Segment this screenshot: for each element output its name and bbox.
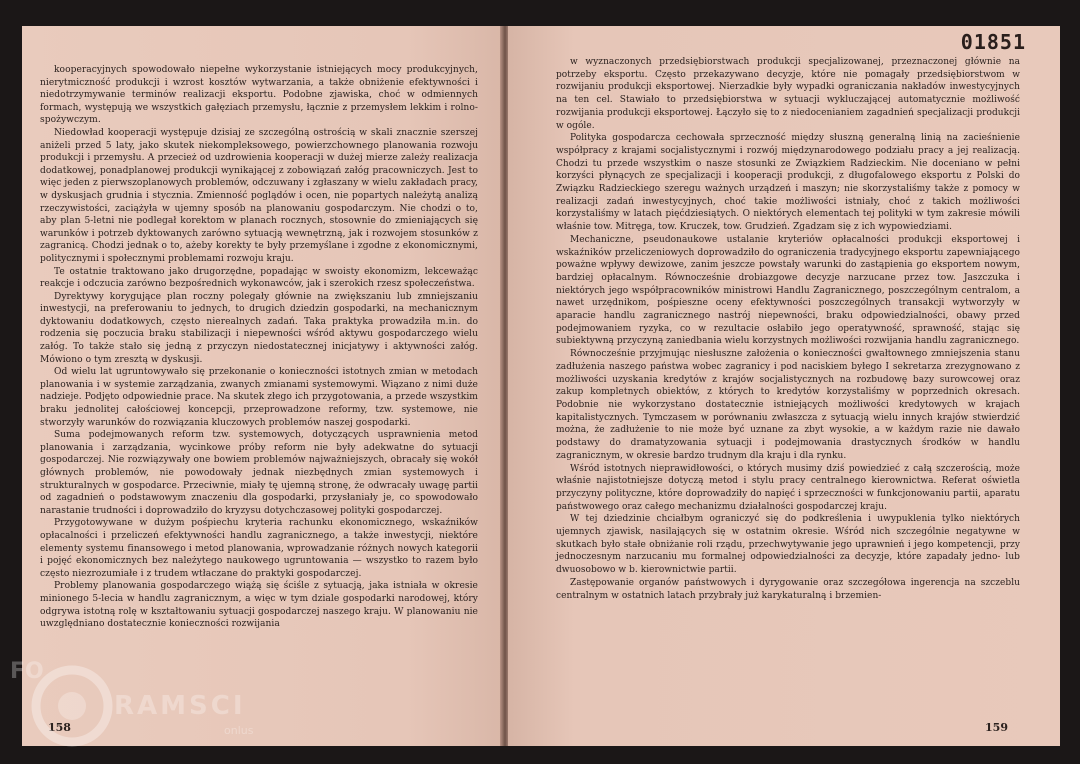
paragraph: Zastępowanie organów państwowych i dyrygowanie oraz szczegółowa ingerencja na szczeblu centralnym w ostatnich latach przybrały już karykaturalną i brzemien- (556, 577, 1020, 601)
paragraph: Mechaniczne, pseudonaukowe ustalanie kryteriów opłacalności produkcji eksportowej i wskaźników przeliczeniowych doprowadziło do ograniczenia tradycyjnego eksportu zapewniającego poważne wpływy dewizowe, zanim jeszcze powstały warunki do zastąpienia go eksportem nowym, bardziej opłacalnym. Równocześnie drobiazgowe decyzje narzucane przez tow. Jaszczuka i niektórych jego współpracowników ministrowi Handlu Zagranicznego, poszczególnym centralom, a nawet urzędnikom, pośpieszne oceny efektywności poszczególnych transakcji wytworzyły w aparacie handlu zagranicznego nastrój niepewności, braku odpowiedzialności, obawy przed podejmowaniem ryzyka, co w rezultacie osłabiło jego operatywność, sprawność, stając się subiektywną przyczyną zaniedbania wielu korzystnych możliwości rozwijania handlu zagranicznego. (556, 234, 1020, 347)
paragraph: Suma podejmowanych reform tzw. systemowych, dotyczących usprawnienia metod planowania i zarządzania, wycinkowe próby reform nie były adekwatne do sytuacji gospodarczej. Nie rozwiązywały one bowiem problemów najważniejszych, obracały się wokół głównych problemów, nie powodowały jednak niezbędnych zmian systemowych i strukturalnych w gospodarce. Przeciwnie, miały tę ujemną stronę, że odwracały uwagę partii od zagadnień o podstawowym znaczeniu dla gospodarki, przysłaniały je, co spowodowało narastanie trudności i doprowadziło do kryzysu dotychczasowej polityki gospodarczej. (40, 430, 478, 516)
paragraph: Polityka gospodarcza cechowała sprzeczność między słuszną generalną linią na zacieśnienie współpracy z krajami socjalistycznymi i rozwój międzynarodowego podziału pracy a jej realizacją. Chodzi tu przede wszystkim o nasze stosunki ze Związkiem Radzieckim. Nie doceniano w pełni korzyści płynących ze specjalizacji i kooperacji produkcji, z długofalowego eksportu z Polski do Związku Radzieckiego szeregu ważnych urządzeń i maszyn; nie skorzystaliśmy także z pomocy w realizacji zadań inwestycyjnych, choć takie możliwości istniały, choć z takich możliwości korzystaliśmy w latach pięćdziesiątych. O niektórych elementach tej polityki w tym zakresie mówili właśnie tow. Mitręga, tow. Kruczek, tow. Grudzień. Zgadzam się z ich wypowiedziami. (556, 133, 1020, 233)
paragraph: w wyznaczonych przedsiębiorstwach produkcji specjalizowanej, przeznaczonej głównie na potrzeby eksportu. Często przekazywano decyzje, które nie pomagały przedsiębiorstwom w rozwijaniu produkcji eksportowej. Nierzadkie były wypadki ograniczania nakładów inwestycyjnych na ten cel. Stawiało to przedsiębiorstwa w sytuacji wykluczającej automatycznie możliwość rozwijania produkcji eksportowej. Łączyło się to z niedocenianiem zagadnień specjalizacji produkcji w ogóle. (556, 57, 1020, 131)
paragraph: W tej dziedzinie chciałbym ograniczyć się do podkreślenia i uwypuklenia tylko niektórych ujemnych zjawisk, nasilających się w ostatnim okresie. Wśród nich szczególnie negatywne w skutkach było stałe obniżanie roli rządu, przechwytywanie jego uprawnień i jego kompetencji, przy jednoczesnym narzucaniu mu formalnej odpowiedzialności za decyzje, które zapadały jedno- lub dwuosobowo w b. kierownictwie partii. (556, 514, 1020, 576)
paragraph: Wśród istotnych nieprawidłowości, o których musimy dziś powiedzieć z całą szczerością, może właśnie najistotniejsze dotyczą metod i stylu pracy centralnego kierownictwa. Referat oświetla przyczyny polityczne, które doprowadziły do napięć i sprzeczności w funkcjonowaniu partii, aparatu państwowego oraz całego mechanizmu działalności gospodarczej kraju. (556, 463, 1020, 512)
svg-text:RAMSCI: RAMSCI (114, 691, 246, 721)
book-spread (22, 26, 1060, 746)
paragraph: Dyrektywy korygujące plan roczny polegały głównie na zwiększaniu lub zmniejszaniu inwestycji, na preferowaniu to jednych, to drugich dziedzin gospodarki, na mechanicznym dyktowaniu dodatkowych, często nierealnych zadań. Taka praktyka prowadziła m.in. do rodzenia się poczucia braku stabilizacji i niepewności wśród aktywu gospodarczego wielu załóg. To także stało się jedną z przyczyn niedostatecznej inicjatywy i aktywności załóg. Mówiono o tym zresztą w dyskusji. (40, 291, 478, 365)
right-page (508, 26, 1060, 746)
paragraph: Te ostatnie traktowano jako drugorzędne, popadając w swoisty ekonomizm, lekceważąc reakcje i odczucia zarówno bezpośrednich wykonawców, jak i szerokich rzesz społeczeństwa. (40, 266, 478, 290)
paragraph: Problemy planowania gospodarczego wiążą się ściśle z sytuacją, jaka istniała w okresie minionego 5-lecia w handlu zagranicznym, a więc w tym dziale gospodarki narodowej, który odgrywa istotną rolę w kształtowaniu sytuacji gospodarczej naszego kraju. W planowaniu nie uwzględniano dostatecznie konieczności rozwijania (40, 581, 478, 630)
page-number-right: 159 (985, 721, 1008, 734)
paragraph: kooperacyjnych spowodowało niepełne wykorzystanie istniejących mocy produkcyjnych, nierytmiczność produkcji i wzrost kosztów wytwarzania, a także obniżenie efektywności i niedotrzymywanie terminów realizacji eksportu. Podobne zjawiska, choć w odmiennych formach, występują we wszystkich gałęziach przemysłu, łącznie z przemysłem lekkim i rolno-spożywczym. (40, 65, 478, 126)
left-page-text (40, 64, 478, 631)
svg-text:FO: FO (10, 659, 44, 684)
svg-text:onlus: onlus (224, 724, 254, 737)
page-number-left: 158 (48, 721, 71, 734)
right-page-text (556, 56, 1020, 602)
left-page (22, 26, 502, 746)
paragraph: Przygotowywane w dużym pośpiechu kryteria rachunku ekonomicznego, wskaźników opłacalności i przeliczeń efektywności handlu zagranicznego, a także inwestycji, niektóre elementy systemu finansowego i metod planowania, wprowadzanie różnych nowych kategorii i pojęć ekonomicznych bez należytego naukowego ugruntowania — wszystko to razem było często niezrozumiałe i z trudem wtłaczane do praktyki gospodarczej. (40, 518, 478, 579)
archive-stamp: 01851 (960, 30, 1026, 54)
paragraph: Niedowład kooperacji występuje dzisiaj ze szczególną ostrością w skali znacznie szerszej aniżeli przed 5 laty, jako skutek niekompleksowego, powierzchownego planowania rozwoju produkcji i przemysłu. A przecież od uzdrowienia kooperacji w dużej mierze zależy realizacja dodatkowej, ponadplanowej produkcji wynikającej z zobowiązań załóg pracowniczych. Jest to więc jeden z pierwszoplanowych problemów, odczuwany i zgłaszany w wielu zakładach pracy, w dyskusjach grudnia i stycznia. Zmienność poglądów i ocen, nie popartych należytą analizą rzeczywistości, zaciążyła w ujemny sposób na planowaniu gospodarczym. Nie chodzi o to, aby plan 5-letni nie podlegał korektom w planach rocznych, stosownie do zmieniających się warunków i potrzeb dyktowanych zarówno sytuacją wewnętrzną, jak i rozwojem stosunków z zagranicą. Chodzi jednak o to, ażeby korekty te były przemyślane i zgodne z ekonomicznymi, politycznymi i społecznymi problemami rozwoju kraju. (40, 127, 478, 264)
paragraph: Równocześnie przyjmując niesłuszne założenia o konieczności gwałtownego zmniejszenia stanu zadłużenia naszego państwa wobec zagranicy i pod naciskiem byłego I sekretarza zrezygnowano z możliwości uzyskania kredytów z krajów socjalistycznych na rozbudowę bazy surowcowej oraz zakup kompletnych obiektów, z których to kredytów korzystaliśmy w poprzednich okresach. Podobnie nie wykorzystano dostatecznie istniejących możliwości kredytowych w krajach kapitalistycznych. Tymczasem w porównaniu zwłaszcza z sytuacją wielu innych krajów stwierdzić można, że zadłużenie to nie może być uznane za zbyt wysokie, a w każdym razie nie dawało podstawy do dramatyzowania sytuacji i podejmowania drastycznych środków w handlu zagranicznym, w okresie bardzo trudnym dla kraju i dla rynku. (556, 349, 1020, 461)
paragraph: Od wielu lat ugruntowywało się przekonanie o konieczności istotnych zmian w metodach planowania i w systemie zarządzania, zwanych zmianami systemowymi. Wiązano z nimi duże nadzieje. Podjęto odpowiednie prace. Na skutek złego ich przygotowania, a przede wszystkim braku jednolitej całościowej koncepcji, przeprowadzone reformy, tzw. systemowe, nie stworzyły warunków do rozwiązania kluczowych problemów naszej gospodarki. (40, 367, 478, 428)
